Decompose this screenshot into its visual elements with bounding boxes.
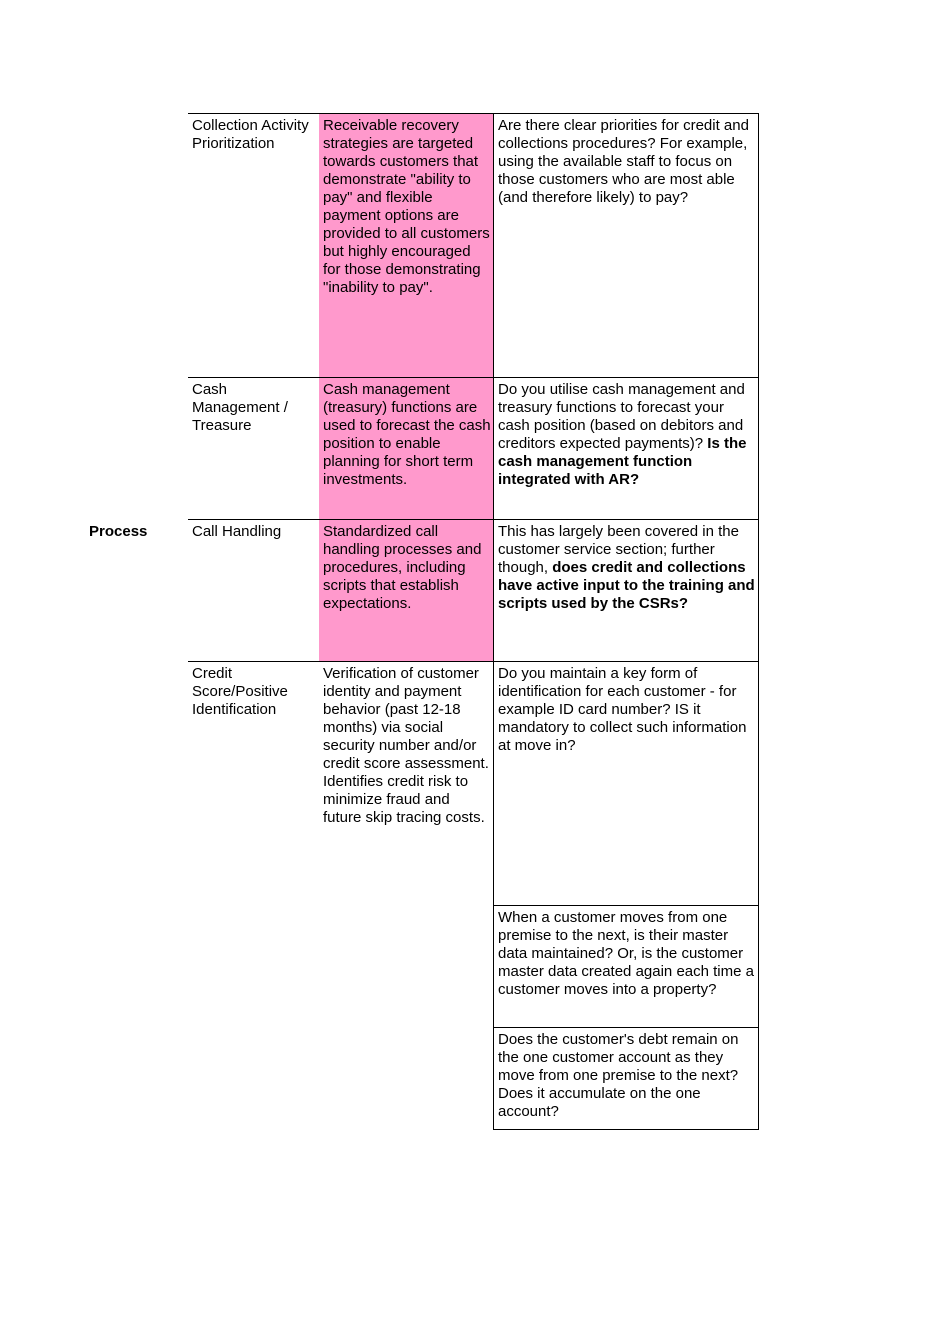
description-cell xyxy=(319,662,494,827)
question-cell xyxy=(494,662,759,755)
question-text: Do you maintain a key form of identification for each customer - for example ID card number? IS it mandatory to collect such information at move in? xyxy=(498,665,747,754)
question-bold-text: Is the cash management function integrated with AR? xyxy=(498,435,747,488)
topic-text: Call Handling xyxy=(192,523,282,540)
question-bold-text: does credit and collections have active input to the training and scripts used by the CSRs? xyxy=(498,559,755,612)
topic-text: Credit Score/Positive Identification xyxy=(192,665,288,718)
row-divider xyxy=(188,113,759,114)
row-divider xyxy=(188,519,759,520)
row-divider xyxy=(494,905,759,906)
description-cell xyxy=(319,378,494,489)
description-text: Verification of customer identity and payment behavior (past 12-18 months) via social security number and/or credit score assessment. Identifies credit risk to minimize fraud and future skip tracing costs. xyxy=(323,665,489,826)
question-cell xyxy=(494,520,759,613)
question-cell xyxy=(494,114,759,207)
description-cell xyxy=(319,520,494,613)
row-divider xyxy=(188,661,759,662)
description-cell xyxy=(319,114,494,297)
description-text: Standardized call handling processes and procedures, including scripts that establish expectations. xyxy=(323,523,482,612)
question-text: This has largely been covered in the customer service section; further though, xyxy=(498,523,739,576)
question-cell xyxy=(494,1028,759,1121)
question-text: Does the customer's debt remain on the one customer account as they move from one premise to the next? Does it accumulate on the one account? xyxy=(498,1031,739,1120)
question-text: Are there clear priorities for credit and collections procedures? For example, using the available staff to focus on those customers who are most able (and therefore likely) to pay? xyxy=(498,117,749,206)
row-divider xyxy=(494,1027,759,1028)
topic-text: Collection Activity Prioritization xyxy=(192,117,309,152)
topic-cell xyxy=(188,378,319,435)
question-cell xyxy=(494,378,759,489)
column-divider xyxy=(758,113,759,1130)
category-label xyxy=(89,523,147,541)
description-text: Cash management (treasury) functions are used to forecast the cash position to enable planning for short term investments. xyxy=(323,381,491,488)
topic-text: Cash Management / Treasure xyxy=(192,381,288,434)
row-divider xyxy=(188,377,759,378)
topic-cell xyxy=(188,662,319,719)
question-cell xyxy=(494,906,759,999)
question-text: Do you utilise cash management and treasury functions to forecast your cash position (based on debitors and creditors expected payments)? xyxy=(498,381,745,452)
description-text: Receivable recovery strategies are targeted towards customers that demonstrate "ability to pay" and flexible payment options are provided to all customers but highly encouraged for those demonstrating "inability to pay". xyxy=(323,117,490,296)
row-divider xyxy=(494,1129,759,1130)
topic-cell xyxy=(188,114,319,153)
question-text: When a customer moves from one premise to the next, is their master data maintained? Or, is the customer master data created again each time a customer moves into a property? xyxy=(498,909,754,998)
category-text: Process xyxy=(89,523,148,540)
column-divider xyxy=(493,113,494,1130)
topic-cell xyxy=(188,520,319,541)
